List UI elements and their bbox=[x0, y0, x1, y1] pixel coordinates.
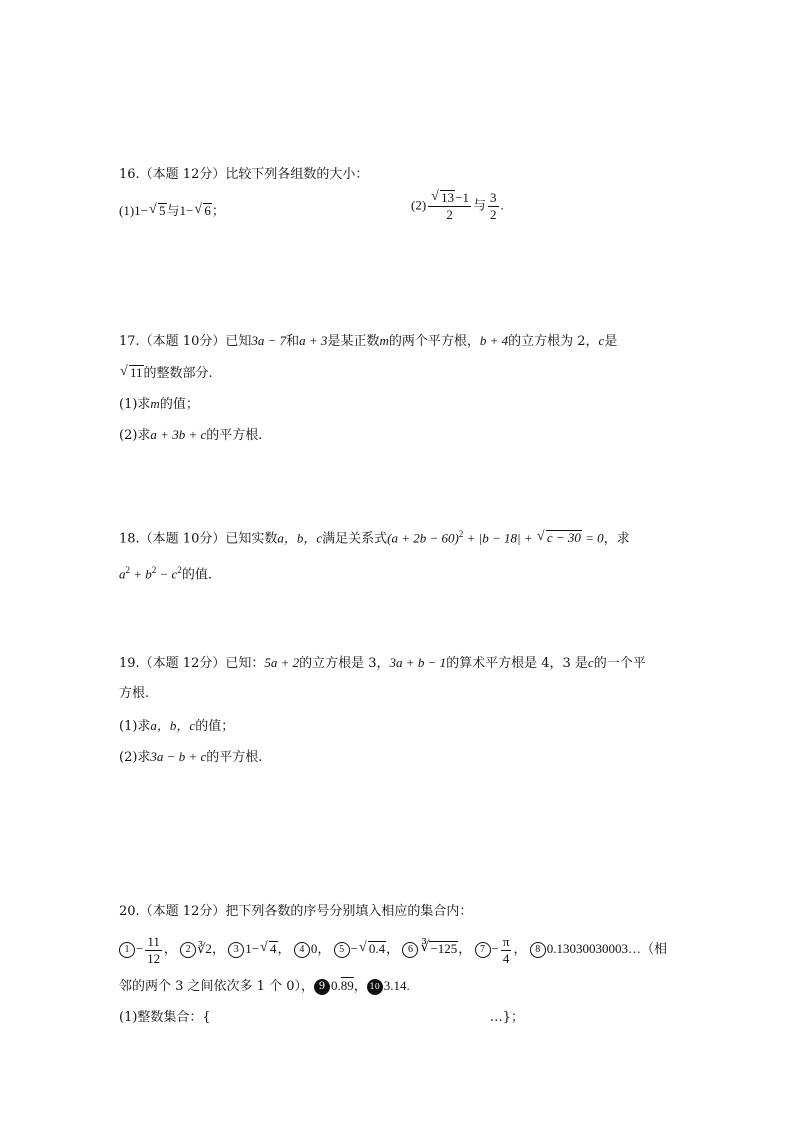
math-expr: a，b，c bbox=[150, 718, 196, 733]
numerator: 3 bbox=[490, 190, 497, 205]
math-expr: = 0 bbox=[581, 530, 604, 546]
radicand: 5 bbox=[159, 203, 166, 218]
stem-text: 邻的两个 3 之间依次多 1 个 0）， bbox=[119, 979, 314, 994]
stem-text: ，求 bbox=[603, 531, 630, 547]
denominator: 2 bbox=[446, 207, 453, 222]
question-19-stem-line-2: 方根. bbox=[119, 686, 150, 701]
stem-text: 的两个平方根， bbox=[388, 334, 480, 349]
math-expr: a bbox=[119, 566, 126, 582]
stem-text: 的立方根是 3， bbox=[299, 656, 390, 671]
stem-text: 的算术平方根是 4，3 是 bbox=[446, 656, 588, 671]
fraction bbox=[488, 190, 499, 223]
item-number: 3 bbox=[228, 942, 244, 958]
value: 0. bbox=[330, 978, 341, 993]
item-number: 2 bbox=[180, 942, 196, 958]
fraction bbox=[145, 934, 162, 967]
math-expr: − c bbox=[156, 566, 178, 582]
part-text: 的平方根. bbox=[206, 428, 263, 443]
math-expr: 3a + b − 1 bbox=[389, 655, 447, 670]
item-number: 10 bbox=[367, 979, 383, 995]
stem-text: 的一个平 bbox=[593, 656, 646, 671]
question-17-part-1 bbox=[119, 395, 199, 414]
stem-text: 满足关系式 bbox=[322, 531, 388, 547]
sign: − bbox=[136, 941, 144, 956]
part-label: (1) bbox=[119, 203, 135, 218]
radicand: 6 bbox=[204, 203, 211, 218]
sqrt: √ 4 bbox=[260, 940, 277, 956]
math-expr: (a + 2b − 60) bbox=[387, 530, 459, 546]
question-16-stem: 16.（本题 12分）比较下列各组数的大小： bbox=[119, 167, 369, 182]
punct: . bbox=[500, 197, 504, 213]
stem-text: 17.（本题 10分）已知 bbox=[119, 334, 252, 349]
expr: 1− bbox=[134, 203, 149, 218]
math-expr: m bbox=[379, 333, 389, 348]
question-19-part-2 bbox=[119, 748, 262, 767]
value: 0 bbox=[310, 941, 318, 956]
question-17-part-2 bbox=[119, 426, 262, 445]
part-label: (1)求 bbox=[119, 719, 151, 734]
radicand: c − 30 bbox=[546, 530, 581, 546]
stem-text: 的立方根为 2， bbox=[508, 334, 599, 349]
value: ∛2 bbox=[197, 941, 212, 956]
math-expr: b + 4 bbox=[479, 333, 509, 348]
stem-text: 19.（本题 12分）已知： bbox=[119, 656, 265, 671]
math-expr: a + 3b + c bbox=[150, 427, 207, 442]
math-expr: 3a − 7 bbox=[251, 333, 287, 348]
sqrt: √ 5 bbox=[149, 202, 166, 218]
punct: ； bbox=[211, 203, 225, 218]
stem-text: 是某正数 bbox=[327, 334, 380, 349]
sqrt: √ 6 bbox=[194, 202, 211, 218]
stem-text: 的整数部分. bbox=[143, 366, 213, 381]
radicand: 0.4 bbox=[368, 941, 386, 956]
question-20-stem: 20.（本题 12分）把下列各数的序号分别填入相应的集合内： bbox=[119, 904, 473, 919]
radicand: 4 bbox=[270, 941, 277, 956]
item-number: 1 bbox=[119, 942, 135, 958]
sqrt: √ 11 bbox=[120, 364, 143, 380]
part-label: (1)求 bbox=[119, 397, 151, 412]
sqrt: √ 0.4 bbox=[358, 940, 386, 956]
fraction: √ 13−1 2 bbox=[428, 190, 471, 223]
math-expr: a，b，c bbox=[277, 530, 323, 546]
repeating-digits: 89 bbox=[340, 978, 354, 993]
question-17-stem-line-2 bbox=[119, 364, 213, 383]
exponent: 2 bbox=[125, 565, 130, 575]
radicand: 11 bbox=[130, 365, 143, 380]
denominator: 4 bbox=[502, 950, 510, 966]
stem-text: 的值. bbox=[181, 567, 212, 583]
question-16-part-1 bbox=[119, 202, 225, 220]
math-expr: m bbox=[150, 396, 160, 411]
item-number: 7 bbox=[475, 942, 491, 958]
item-number: 8 bbox=[530, 942, 546, 958]
sign: − bbox=[350, 941, 358, 956]
question-20-number-list: 1 − $\frac{11}{12}$ ， 2 ∛2， 3 1− √ 4， 4 0， 5 − √ 0.4， 6 ∛ −125， 7 − $\frac{\pi}{4}$ ， 8 0.13030030003…（相 bbox=[119, 931, 667, 967]
sqrt: √ c − 30 bbox=[536, 529, 581, 546]
question-16-part-2 bbox=[411, 190, 504, 223]
denominator: 12 bbox=[147, 950, 161, 966]
sign: − bbox=[491, 941, 499, 956]
math-expr: 3a − b + c bbox=[150, 749, 207, 764]
expr: 与1− bbox=[166, 203, 194, 218]
exponent: 2 bbox=[151, 565, 157, 575]
question-19-part-1 bbox=[119, 717, 234, 736]
part-label: (2)求 bbox=[119, 428, 151, 443]
part-text: 的值； bbox=[159, 397, 199, 412]
math-expr: c bbox=[598, 333, 605, 348]
part-text: 的值； bbox=[195, 719, 235, 734]
set-close: …}； bbox=[489, 1010, 524, 1025]
part-label: (2)求 bbox=[119, 750, 151, 765]
numerator-tail: −1 bbox=[455, 190, 470, 205]
numerator: π bbox=[502, 933, 510, 949]
math-expr: c bbox=[587, 655, 594, 670]
expr: 与 bbox=[473, 197, 487, 213]
stem-text: 18.（本题 10分）已知实数 bbox=[119, 531, 278, 547]
radicand: 13 bbox=[441, 190, 455, 205]
exponent: 2 bbox=[458, 529, 464, 539]
denominator: 2 bbox=[490, 207, 497, 222]
value: 3.14. bbox=[383, 978, 410, 993]
part-text: 的平方根. bbox=[206, 750, 263, 765]
part-label: (2) bbox=[411, 197, 427, 213]
question-19-stem bbox=[119, 654, 646, 673]
part-label: (1)整数集合：{ bbox=[119, 1010, 211, 1025]
math-expr: 5a + 2 bbox=[264, 655, 300, 670]
exponent: 2 bbox=[177, 565, 182, 575]
question-17-stem bbox=[119, 332, 617, 351]
item-number: 6 bbox=[402, 942, 418, 958]
item-number: 5 bbox=[334, 942, 350, 958]
item-number: 9 bbox=[314, 979, 330, 995]
value: 0.13030030003…（相 bbox=[546, 941, 667, 956]
value: 1− bbox=[245, 941, 260, 956]
math-expr: a + 3 bbox=[299, 333, 328, 348]
math-expr: + |b − 18| + bbox=[463, 530, 536, 546]
question-18-stem bbox=[119, 525, 630, 548]
math-expr: + b bbox=[130, 566, 152, 582]
fraction bbox=[501, 934, 512, 967]
numerator: 11 bbox=[147, 933, 160, 949]
question-20-part-1 bbox=[119, 1009, 524, 1027]
stem-text: 和 bbox=[286, 334, 300, 349]
question-20-number-list-line-2: 邻的两个 3 之间依次多 1 个 0）， 9 0.89， 10 3.14. bbox=[119, 978, 410, 994]
radicand: −125 bbox=[430, 941, 458, 956]
question-18-stem-line-2 bbox=[119, 561, 212, 584]
stem-text: 是 bbox=[604, 334, 618, 349]
cube-root: ∛ −125 bbox=[420, 940, 458, 956]
item-number: 4 bbox=[294, 942, 310, 958]
